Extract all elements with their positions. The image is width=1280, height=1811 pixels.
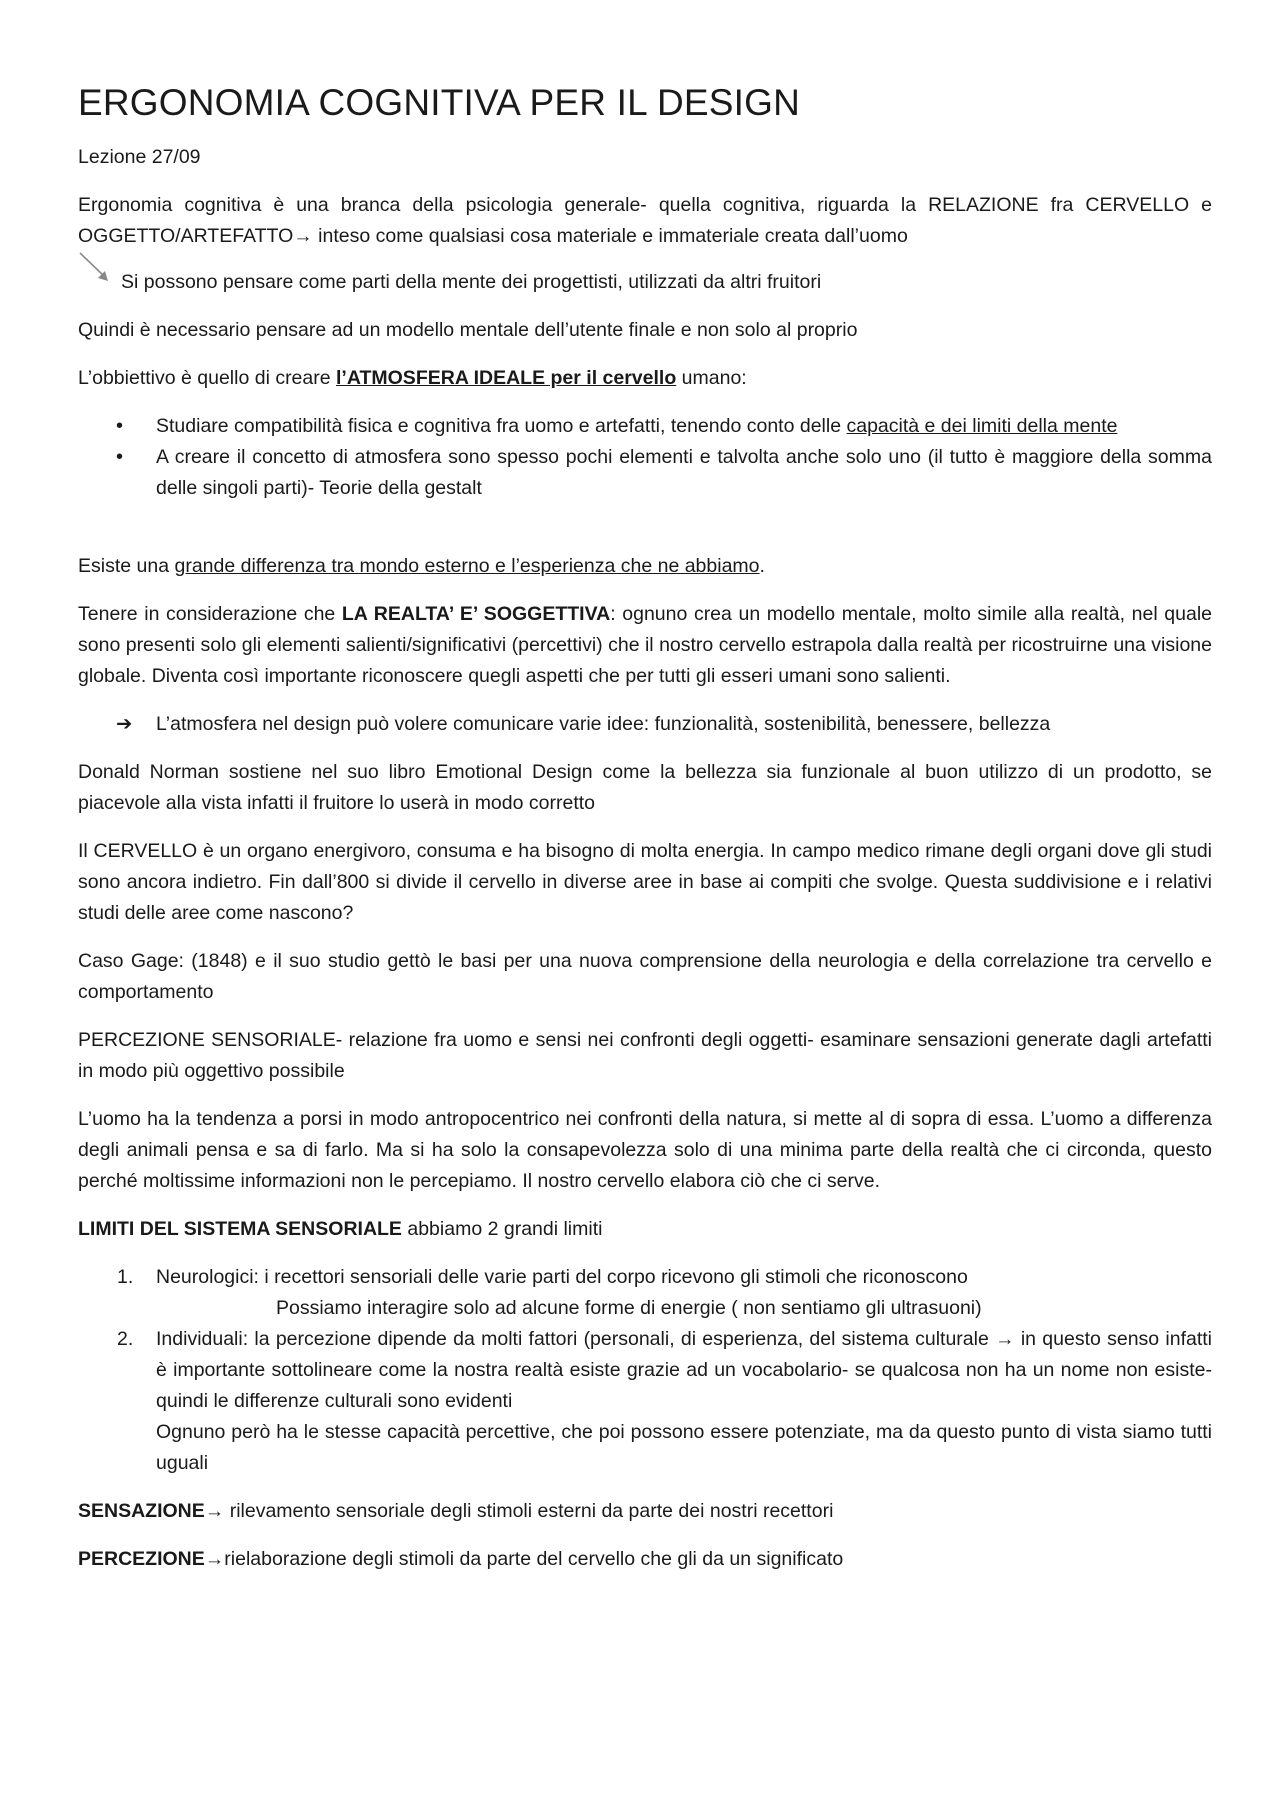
paragraph-gage: Caso Gage: (1848) e il suo studio gettò le basi per una nuova comprensione della neurologia e della correlazione tra cervello e comportamento: [78, 950, 1212, 1003]
lesson-date: Lezione 27/09: [78, 146, 201, 168]
paragraph-limits-heading: LIMITI DEL SISTEMA SENSORIALE abbiamo 2 grandi limiti: [78, 1218, 603, 1240]
diagonal-arrow-icon: [78, 251, 112, 285]
numbered-list: [78, 1262, 1212, 1479]
paragraph-perception: PERCEZIONE SENSORIALE- relazione fra uomo e sensi nei confronti degli oggetti- esaminare sensazioni generate dagli artefatti in modo più oggettivo possibile: [78, 1029, 1212, 1082]
bullet-icon: •: [116, 446, 124, 468]
paragraph-mental-model: Quindi è necessario pensare ad un modello mentale dell’utente finale e non solo al proprio: [78, 319, 858, 341]
paragraph-sub-note: Si possono pensare come parti della mente dei progettisti, utilizzati da altri fruitori: [78, 267, 1212, 298]
document-title: ERGONOMIA COGNITIVA PER IL DESIGN: [78, 82, 801, 123]
list-item: • A creare il concetto di atmosfera sono spesso pochi elementi e talvolta anche solo uno (il tutto è maggiore della somma delle singoli parti)- Teorie della gestalt: [78, 442, 1212, 504]
paragraph-difference: Esiste una grande differenza tra mondo esterno e l’esperienza che ne abbiamo.: [78, 555, 765, 577]
bullet-list: [78, 411, 1212, 504]
paragraph-definition: Ergonomia cognitiva è una branca della psicologia generale- quella cognitiva, riguarda la RELAZIONE fra CERVELLO e OGGETTO/ARTEFATTO→ inteso come qualsiasi cosa materiale e immateriale creata dall’uomo: [78, 194, 1212, 247]
spacer: [78, 521, 1212, 551]
arrow-icon: →: [293, 225, 313, 247]
emphasis-atmosphere: l’ATMOSFERA IDEALE per il cervello: [336, 367, 677, 389]
definition-sensation: SENSAZIONE→ rilevamento sensoriale degli stimoli esterni da parte dei nostri recettori: [78, 1500, 834, 1522]
paragraph-objective: L’obbiettivo è quello di creare l’ATMOSFERA IDEALE per il cervello umano:: [78, 367, 747, 389]
bullet-icon: •: [116, 415, 124, 437]
arrow-icon: →: [204, 1548, 225, 1570]
paragraph-anthropocentric: L’uomo ha la tendenza a porsi in modo antropocentrico nei confronti della natura, si mette al di sopra di essa. L’uomo a differenza degli animali pensa e sa di farlo. Ma si ha solo la consapevolezza solo di una minima parte della realtà che ci circonda, questo perché moltissime informazioni non le percepiamo. Il nostro cervello elabora ciò che ci serve.: [78, 1108, 1212, 1192]
definition-perception: PERCEZIONE→rielaborazione degli stimoli da parte del cervello che gli da un significato: [78, 1548, 844, 1570]
paragraph-brain: Il CERVELLO è un organo energivoro, consuma e ha bisogno di molta energia. In campo medico rimane degli organi dove gli studi sono ancora indietro. Fin dall’800 si divide il cervello in diverse aree in base ai compiti che svolge. Questa suddivisione e i relativi studi delle aree come nascono?: [78, 840, 1212, 924]
list-item: • Studiare compatibilità fisica e cognitiva fra uomo e artefatti, tenendo conto delle capacità e dei limiti della mente: [78, 411, 1212, 442]
paragraph-norman: Donald Norman sostiene nel suo libro Emotional Design come la bellezza sia funzionale al buon utilizzo di un prodotto, se piacevole alla vista infatti il fruitore lo userà in modo corretto: [78, 761, 1212, 814]
document-page: [78, 80, 1212, 1592]
arrow-icon: →: [204, 1500, 225, 1522]
arrow-icon: →: [995, 1328, 1015, 1350]
list-item: 1. Neurologici: i recettori sensoriali delle varie parti del corpo ricevono gli stimoli che riconoscono Possiamo interagire solo ad alcune forme di energie ( non sentiamo gli ultrasuoni): [117, 1266, 982, 1319]
arrow-bullet-icon: ➔: [116, 713, 133, 735]
list-item: 2. Individuali: la percezione dipende da molti fattori (personali, di esperienza, del sistema culturale → in questo senso infatti è importante sottolineare come la nostra realtà esiste grazie ad un vocabolario- se qualcosa non ha un nome non esiste-quindi le differenze culturali sono evidenti Ognuno però ha le stesse capacità percettive, che poi possono essere potenziate, ma da questo punto di vista siamo tutti uguali: [117, 1328, 1213, 1474]
paragraph-atmosphere: ➔ L’atmosfera nel design può volere comunicare varie idee: funzionalità, sostenibilità, benessere, bellezza: [78, 709, 1212, 740]
paragraph-subjective-reality: Tenere in considerazione che LA REALTA’ E’ SOGGETTIVA: ognuno crea un modello mentale, molto simile alla realtà, nel quale sono presenti solo gli elementi salienti/significativi (percettivi) che il nostro cervello estrapola dalla realtà per ricostruirne una visione globale. Diventa così importante riconoscere quegli aspetti che per tutti gli esseri umani sono salienti.: [78, 603, 1213, 687]
